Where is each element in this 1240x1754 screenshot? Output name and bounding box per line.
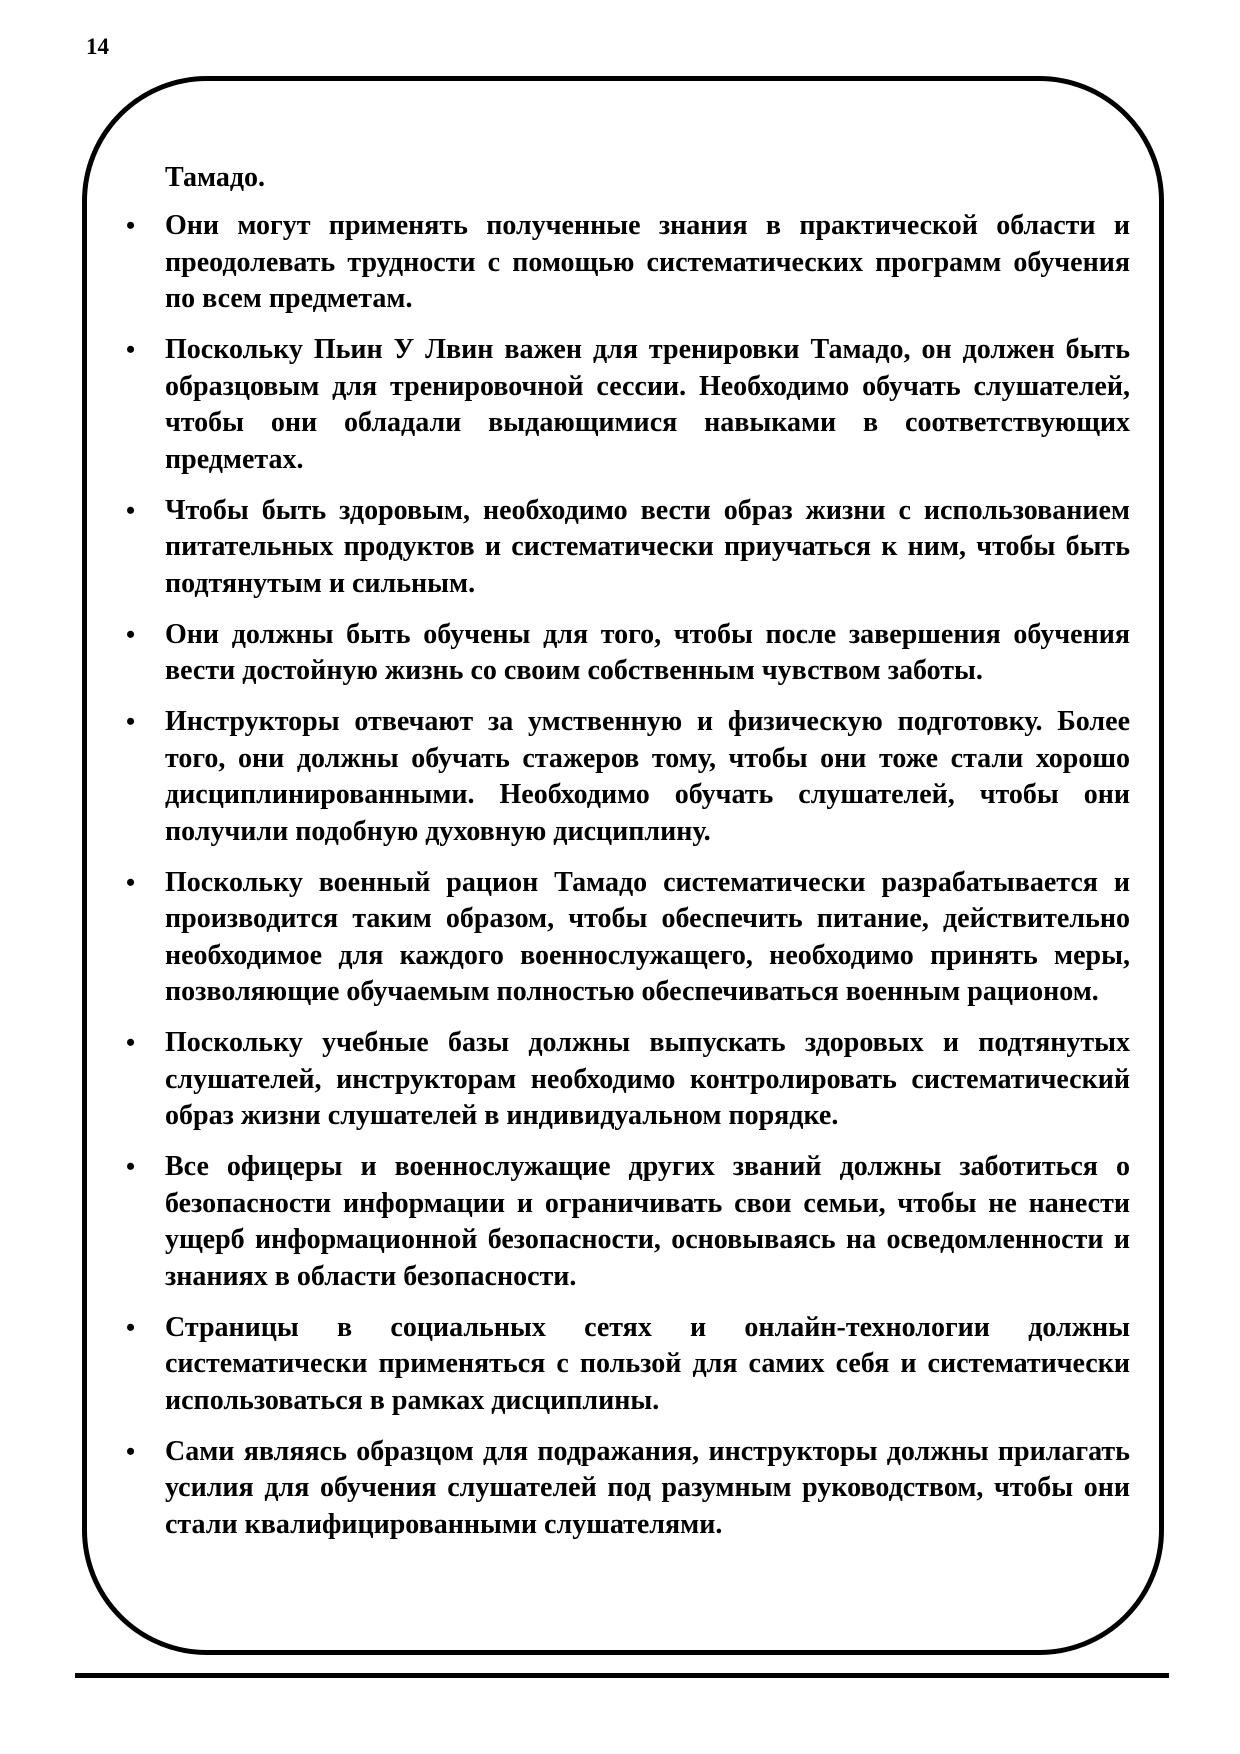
bullet-item: • Сами являясь образцом для подражания, инструкторы должны прилагать усилия для обучения слушателей под разумным руководством, чтобы они стали квалифицированными слушателями.: [118, 1434, 1130, 1544]
bullet-item: • Они должны быть обучены для того, чтобы после завершения обучения вести достойную жизнь со своим собственным чувством заботы.: [118, 617, 1130, 690]
bullet-item: • Они могут применять полученные знания в практической области и преодолевать трудности с помощью систематических программ обучения по всем предметам.: [118, 208, 1130, 318]
bullet-item: • Поскольку военный рацион Тамадо систематически разрабатывается и производится таким образом, чтобы обеспечить питание, действительно необходимое для каждого военнослужащего, необходимо принять меры, позволяющие обучаемым полностью обеспечиваться военным рационом.: [118, 865, 1130, 1011]
bullet-item: • Страницы в социальных сетях и онлайн-технологии должны систематически применяться с пользой для самих себя и систематически использоваться в рамках дисциплины.: [118, 1310, 1130, 1420]
bullet-item: • Поскольку Пьин У Лвин важен для тренировки Тамадо, он должен быть образцовым для тренировочной сессии. Необходимо обучать слушателей, чтобы они обладали выдающимися навыками в соответствующих предметах.: [118, 332, 1130, 478]
lead-text: Тамадо.: [165, 162, 266, 193]
bullet-item: • Чтобы быть здоровым, необходимо вести образ жизни с использованием питательных продуктов и систематически приучаться к ним, чтобы быть подтянутым и сильным.: [118, 493, 1130, 603]
bullet-list: [118, 208, 1130, 1543]
bullet-item: • Поскольку учебные базы должны выпускать здоровых и подтянутых слушателей, инструкторам необходимо контролировать систематический образ жизни слушателей в индивидуальном порядке.: [118, 1025, 1130, 1135]
bullet-item: • Инструкторы отвечают за умственную и физическую подготовку. Более того, они должны обучать стажеров тому, чтобы они тоже стали хорошо дисциплинированными. Необходимо обучать слушателей, чтобы они получили подобную духовную дисциплину.: [118, 704, 1130, 850]
page-number: 14: [86, 34, 109, 59]
footer-rule: [75, 1673, 1169, 1678]
content-block: [118, 160, 1130, 1558]
bullet-item: • Все офицеры и военнослужащие других званий должны заботиться о безопасности информации и ограничивать свои семьи, чтобы не нанести ущерб информационной безопасности, основываясь на осведомленности и знаниях в области безопасности.: [118, 1149, 1130, 1295]
